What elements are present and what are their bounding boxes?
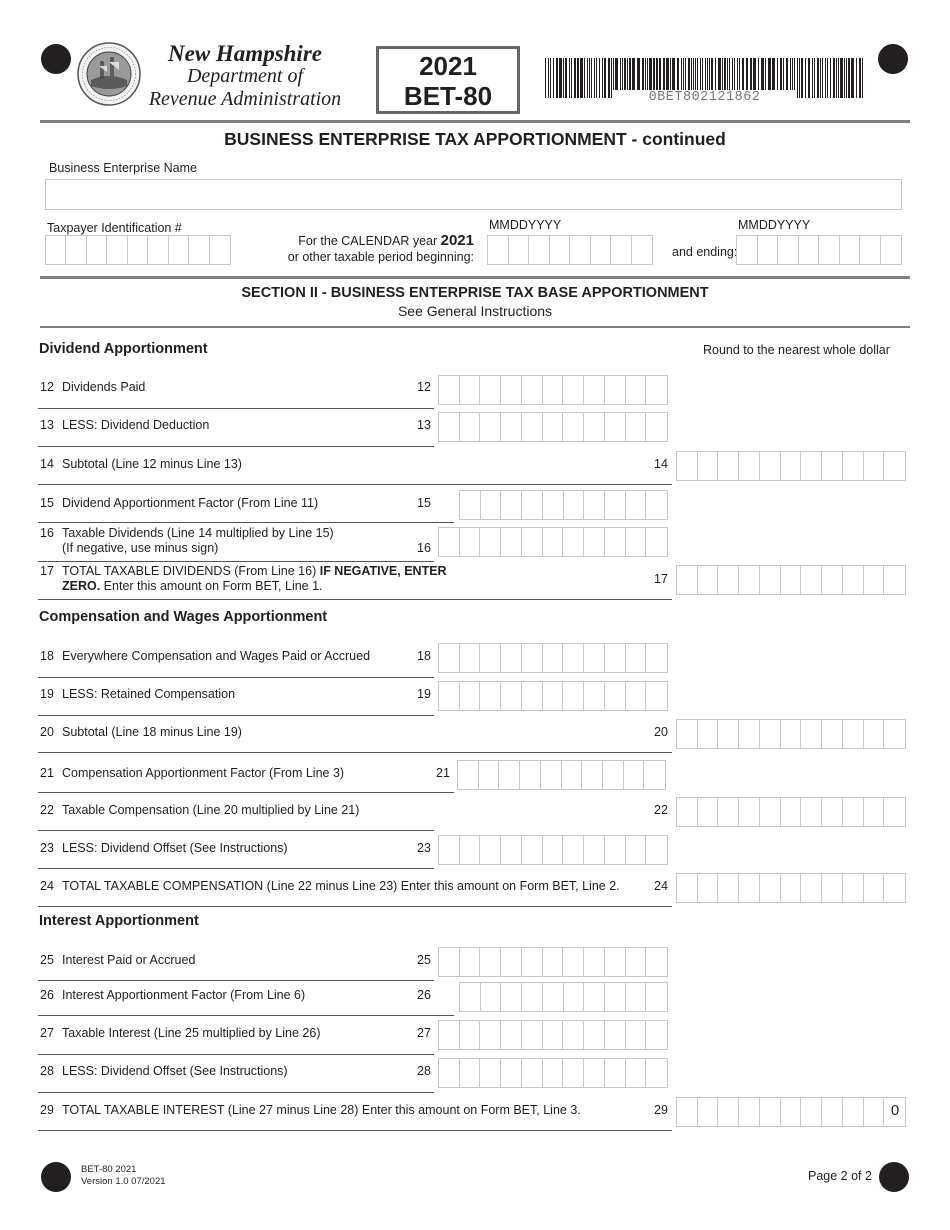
agency-line-3: Revenue Administration xyxy=(148,88,342,110)
line-19-amount-field[interactable] xyxy=(438,681,668,711)
line-29-value: 0 xyxy=(890,1102,900,1119)
line-25-ref: 25 xyxy=(417,953,431,967)
line-24-number: 24 xyxy=(40,879,54,893)
form-version-line-2: Version 1.0 07/2021 xyxy=(81,1176,166,1187)
line-17-label xyxy=(62,564,447,579)
line-27-label: Taxable Interest (Line 25 multiplied by Line 26) xyxy=(62,1026,321,1040)
line-25-amount-field[interactable] xyxy=(438,947,668,977)
line-23-ref: 23 xyxy=(417,841,431,855)
line-12-ref: 12 xyxy=(417,380,431,394)
interest-heading: Interest Apportionment xyxy=(39,913,199,929)
section-divider-top xyxy=(40,276,910,279)
business-name-label: Business Enterprise Name xyxy=(49,161,197,175)
line-17-rule xyxy=(38,599,672,600)
registration-mark-top-left xyxy=(41,44,71,74)
line-17-label-cont xyxy=(62,579,323,594)
form-version-line-1: BET-80 2021 xyxy=(81,1164,137,1175)
line-24-rule xyxy=(38,906,672,907)
line-15-ref: 15 xyxy=(417,496,431,510)
line-22-rule xyxy=(38,830,434,831)
line-15-label: Dividend Apportionment Factor (From Line 11) xyxy=(62,496,319,510)
line-23-amount-field[interactable] xyxy=(438,835,668,865)
line-22-label: Taxable Compensation (Line 20 multiplied by Line 21) xyxy=(62,803,360,817)
line-18-ref: 18 xyxy=(417,649,431,663)
end-date-format: MMDDYYYY xyxy=(738,218,811,232)
line-19-ref: 19 xyxy=(417,687,431,701)
line-12-number: 12 xyxy=(40,380,54,394)
business-name-field[interactable] xyxy=(45,179,902,210)
line-29-rule xyxy=(38,1130,672,1131)
line-23-label: LESS: Dividend Offset (See Instructions) xyxy=(62,841,288,855)
line-16-label: Taxable Dividends (Line 14 multiplied by Line 15) xyxy=(62,526,334,540)
line-26-rule xyxy=(38,1015,454,1016)
line-29-number: 29 xyxy=(40,1103,54,1117)
line-21-label: Compensation Apportionment Factor (From Line 3) xyxy=(62,766,345,780)
compensation-heading: Compensation and Wages Apportionment xyxy=(39,609,328,625)
line-28-ref: 28 xyxy=(417,1064,431,1078)
line-24-ref: 24 xyxy=(654,879,668,893)
line-23-rule xyxy=(38,868,434,869)
line-26-ref: 26 xyxy=(417,988,431,1002)
form-code: BET-80 xyxy=(403,81,493,111)
line-21-number: 21 xyxy=(40,766,54,780)
period-end-date-field[interactable] xyxy=(736,235,902,265)
line-16-amount-field[interactable] xyxy=(438,527,668,557)
line-12-label: Dividends Paid xyxy=(62,380,146,394)
line-17-number: 17 xyxy=(40,564,54,578)
state-seal-icon xyxy=(77,42,141,106)
line-20-amount-field[interactable] xyxy=(676,719,906,749)
section-title: SECTION II - BUSINESS ENTERPRISE TAX BASE APPORTIONMENT xyxy=(241,285,709,301)
line-20-ref: 20 xyxy=(654,725,668,739)
line-19-rule xyxy=(38,715,434,716)
ending-label: and ending: xyxy=(672,245,738,259)
line-17-ref: 17 xyxy=(654,572,668,586)
agency-name xyxy=(140,42,350,111)
line-28-label: LESS: Dividend Offset (See Instructions) xyxy=(62,1064,288,1078)
line-25-number: 25 xyxy=(40,953,54,967)
form-code-box xyxy=(376,46,520,114)
line-27-amount-field[interactable] xyxy=(438,1020,668,1050)
line-12-amount-field[interactable] xyxy=(438,375,668,405)
line-14-amount-field[interactable] xyxy=(676,451,906,481)
line-20-label: Subtotal (Line 18 minus Line 19) xyxy=(62,725,242,739)
line-14-label: Subtotal (Line 12 minus Line 13) xyxy=(62,457,242,471)
line-23-number: 23 xyxy=(40,841,54,855)
line-28-amount-field[interactable] xyxy=(438,1058,668,1088)
line-18-number: 18 xyxy=(40,649,54,663)
line-19-label: LESS: Retained Compensation xyxy=(62,687,236,701)
form-title: BUSINESS ENTERPRISE TAX APPORTIONMENT - continued xyxy=(224,129,726,149)
line-22-ref: 22 xyxy=(654,803,668,817)
agency-line-2: Department of xyxy=(186,65,304,87)
line-18-label: Everywhere Compensation and Wages Paid or Accrued xyxy=(62,649,371,663)
line-17-bold-2: ZERO. xyxy=(62,579,101,593)
line-28-number: 28 xyxy=(40,1064,54,1078)
registration-mark-top-right xyxy=(878,44,908,74)
line-14-rule xyxy=(38,484,672,485)
line-26-factor-field[interactable] xyxy=(459,982,668,1012)
line-13-label: LESS: Dividend Deduction xyxy=(62,418,210,432)
line-17-amount-field[interactable] xyxy=(676,565,906,595)
line-26-number: 26 xyxy=(40,988,54,1002)
line-13-rule xyxy=(38,446,434,447)
calendar-year: 2021 xyxy=(440,232,474,249)
period-begin-date-field[interactable] xyxy=(487,235,653,265)
line-13-amount-field[interactable] xyxy=(438,412,668,442)
barcode-text: 0BET802121862 xyxy=(612,90,797,106)
line-29-ref: 29 xyxy=(654,1103,668,1117)
line-21-ref: 21 xyxy=(436,766,450,780)
agency-line-1: New Hampshire xyxy=(168,41,322,66)
registration-mark-bottom-right xyxy=(879,1162,909,1192)
line-12-rule xyxy=(38,408,434,409)
line-27-number: 27 xyxy=(40,1026,54,1040)
line-15-rule xyxy=(38,522,454,523)
calendar-text xyxy=(240,233,474,249)
tin-label: Taxpayer Identification # xyxy=(47,221,182,235)
line-20-rule xyxy=(38,752,672,753)
line-14-ref: 14 xyxy=(654,457,668,471)
registration-mark-bottom-left xyxy=(41,1162,71,1192)
line-15-number: 15 xyxy=(40,496,54,510)
line-25-label: Interest Paid or Accrued xyxy=(62,953,196,967)
line-25-rule xyxy=(38,980,434,981)
line-21-rule xyxy=(38,792,454,793)
line-24-amount-field[interactable] xyxy=(676,873,906,903)
header-divider xyxy=(40,120,910,123)
line-13-ref: 13 xyxy=(417,418,431,432)
line-18-rule xyxy=(38,677,434,678)
line-22-amount-field[interactable] xyxy=(676,797,906,827)
line-18-amount-field[interactable] xyxy=(438,643,668,673)
line-14-number: 14 xyxy=(40,457,54,471)
line-17-text: TOTAL TAXABLE DIVIDENDS (From Line 16) xyxy=(62,564,320,578)
line-28-rule xyxy=(38,1092,434,1093)
line-27-ref: 27 xyxy=(417,1026,431,1040)
dividend-heading: Dividend Apportionment xyxy=(39,341,208,357)
period-beginning-label: or other taxable period beginning: xyxy=(287,250,474,264)
line-13-number: 13 xyxy=(40,418,54,432)
line-16-ref: 16 xyxy=(417,541,431,555)
line-26-label: Interest Apportionment Factor (From Line 6) xyxy=(62,988,306,1002)
line-15-factor-field[interactable] xyxy=(459,490,668,520)
form-year: 2021 xyxy=(419,51,477,81)
line-21-factor-field[interactable] xyxy=(457,760,666,790)
section-subtitle: See General Instructions xyxy=(397,303,553,319)
line-17-bold: IF NEGATIVE, ENTER xyxy=(319,564,447,578)
section-divider-bottom xyxy=(40,326,910,328)
page-number: Page 2 of 2 xyxy=(808,1169,872,1183)
line-29-amount-field[interactable] xyxy=(676,1097,906,1127)
line-27-rule xyxy=(38,1054,434,1055)
line-24-label: TOTAL TAXABLE COMPENSATION (Line 22 minus Line 23) Enter this amount on Form BET, Line 2. xyxy=(62,879,620,893)
calendar-label: For the CALENDAR year xyxy=(298,234,438,248)
line-20-number: 20 xyxy=(40,725,54,739)
line-22-number: 22 xyxy=(40,803,54,817)
line-16-rule xyxy=(38,561,434,562)
begin-date-format: MMDDYYYY xyxy=(489,218,562,232)
line-17-text-2: Enter this amount on Form BET, Line 1. xyxy=(100,579,323,593)
line-19-number: 19 xyxy=(40,687,54,701)
line-16-number: 16 xyxy=(40,526,54,540)
line-29-label: TOTAL TAXABLE INTEREST (Line 27 minus Line 28) Enter this amount on Form BET, Line 3. xyxy=(62,1103,581,1117)
line-16-label-note: (If negative, use minus sign) xyxy=(62,541,219,555)
round-note: Round to the nearest whole dollar xyxy=(703,343,890,357)
tin-field[interactable] xyxy=(45,235,231,265)
